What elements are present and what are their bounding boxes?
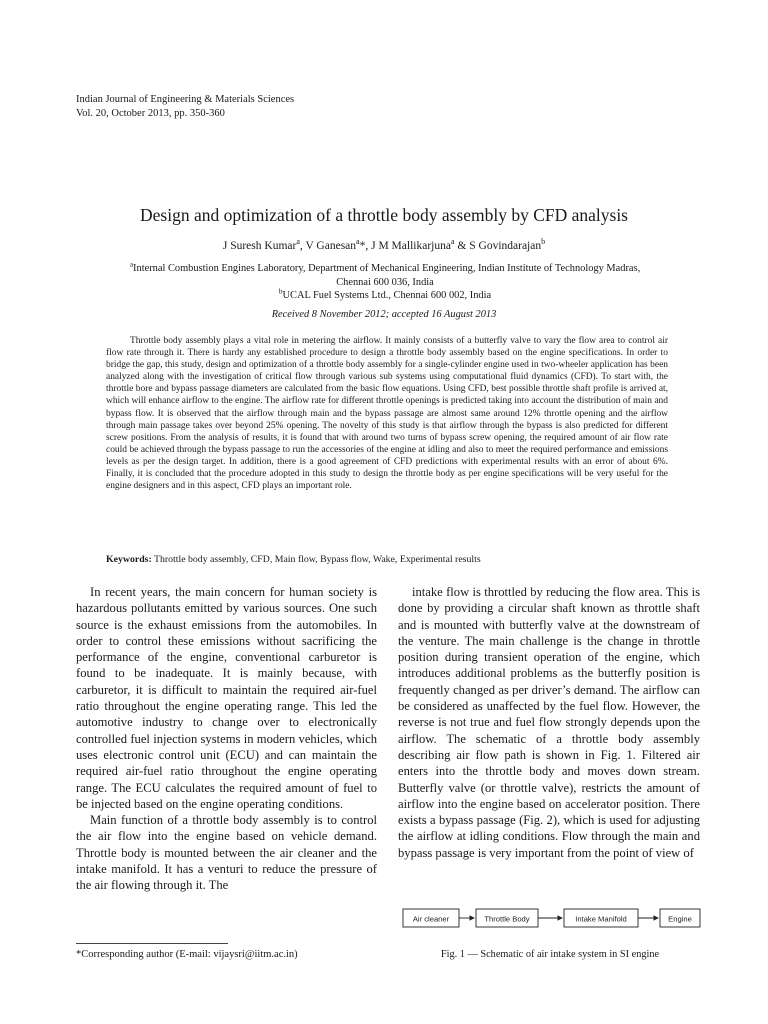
journal-name: Indian Journal of Engineering & Materials Sciences (76, 94, 295, 105)
author-list (0, 237, 768, 252)
affiliation-b (90, 289, 680, 303)
received-dates: Received 8 November 2012; accepted 16 August 2013 (271, 309, 497, 320)
affiliation-a-line1: Internal Combustion Engines Laboratory, Department of Mechanical Engineering, Indian Institute of Technology Madras, (133, 263, 641, 274)
body-column-right (398, 584, 700, 861)
footnote-divider (76, 943, 228, 944)
keywords (106, 554, 706, 565)
author-separator: , (299, 240, 306, 252)
journal-header (76, 93, 294, 121)
author-affil-mark: b (541, 237, 546, 247)
author-name: J Suresh Kumar (222, 240, 297, 252)
keywords-list: Throttle body assembly, CFD, Main flow, Bypass flow, Wake, Experimental results (154, 554, 481, 565)
keywords-label: Keywords: (106, 554, 152, 565)
author-affil-mark: a (296, 237, 300, 247)
author-affil-mark: a (450, 237, 455, 247)
affil-mark-a: a (129, 260, 134, 269)
affiliation-b-line: UCAL Fuel Systems Ltd., Chennai 600 002, India (282, 290, 492, 301)
body-paragraph: Main function of a throttle body assembly is to control the air flow into the engine based on vehicle demand. Throttle body is mounted between the air cleaner and the intake manifold. It has a venturi to reduce the pressure of the air flowing through it. The (76, 813, 377, 893)
schematic-box-throttle-body (476, 909, 538, 927)
author-affil-mark: a (356, 237, 360, 247)
volume-info: Vol. 20, October 2013, pp. 350-360 (76, 108, 225, 119)
author-separator: , (365, 240, 372, 252)
schematic-label: Intake Manifold (575, 914, 627, 924)
body-paragraph: In recent years, the main concern for human society is hazardous pollutants emitted by various sources. One such source is the exhaust emissions from the automobiles. In order to control these emissions without sacrificing the performance of the engine, conventional carburetor is found to be inadequate. It is mainly because, with carburetor, it is difficult to maintain the required air-fuel ratio throughout the engine operating range. This led the automotive industry to change over to electronically controlled fuel injection systems in modern vehicles, which uses electronic control unit (ECU) and can maintain the required air-fuel ratio throughout the engine operating range. The ECU calculates the required amount of fuel to be injected based on the engine operating conditions. (76, 585, 377, 811)
author-separator: & (454, 240, 470, 252)
affiliation-a (90, 262, 680, 276)
body-column-left (76, 584, 377, 894)
schematic-label: Throttle Body (484, 914, 530, 924)
paper-title: Design and optimization of a throttle body assembly by CFD analysis (140, 205, 628, 225)
abstract: Throttle body assembly plays a vital role in metering the airflow. It mainly consists of a butterfly valve to vary the flow area to control air flow rate through it. There is hardy any established procedure to design a throttle body assembly based on the engine specifications. In order to bridge the gap, this study, design and optimization of a throttle body assembly for a single-cylinder engine used in two-wheeler application has been analyzed along with the investigation of critical flow through various sub systems using computational fluid dynamics (CFD). To start with, the throttle bore and bypass passage diameters are calculated from the basic flow equations. Using CFD, best possible throttle shaft profile is arrived at, which will enhance airflow to the engine. The airflow rate for different throttle openings is predicted taking into account the distribution of main and bypass flow. It is observed that the airflow through main and the bypass passage are almost same around 12% throttle opening and the airflow through main passage takes over beyond 25% opening. The novelty of this study is that airflow through the bypass is also predicted for different screw positions. From the analysis of results, it is found that with around two turns of bypass screw opening, the required amount of air flow rate could be achieved through the bypass passage to run the accessories of the engine at idling and also to meet the required performance and emissions levels as per the design target. In addition, there is a good agreement of CFD predictions with experimental results with an error of about 6%. Finally, it is concluded that the procedure adopted in this study to design the throttle body as per engine specifications will be very useful for the engine designers and in this aspect, CFD plays an important role. (106, 336, 668, 492)
body-paragraph: intake flow is throttled by reducing the flow area. This is done by providing a circular shaft known as throttle shaft and is mounted with butterfly valve at the downstream of the venture. The main challenge is the change in throttle position during transient operation of the engine, which introduces additional problems as the butterfly position is frequently changed as per driver’s demand. The airflow can be considered as unaffected by the fuel flow. However, the reverse is not true and fuel flow strongly depends upon the airflow. The schematic of a throttle body assembly describing air flow path is shown in Fig. 1. Filtered air enters into the throttle body and moves down stream. Butterfly valve (or throttle valve), restricts the amount of airflow into the engine based on accelerator position. There exists a bypass passage (Fig. 2), which is used for adjusting the airflow at idling conditions. Flow through the main and bypass passage is very important from the point of view of (398, 585, 700, 860)
figure1-schematic (402, 905, 702, 931)
schematic-label: Air cleaner (412, 914, 450, 924)
figure1-caption: Fig. 1 — Schematic of air intake system in SI engine (440, 949, 660, 960)
affil-mark-b: b (278, 287, 283, 296)
corresponding-author-footnote: *Corresponding author (E-mail: vijaysri@iitm.ac.in) (76, 949, 298, 960)
schematic-label: Engine (668, 914, 692, 924)
author-name: V Ganesan (305, 240, 357, 252)
corresponding-star: * (359, 240, 366, 252)
author-name: J M Mallikarjuna (371, 240, 451, 252)
affiliations (90, 262, 680, 303)
schematic-box-engine (660, 909, 700, 927)
schematic-box-intake-manifold (564, 909, 638, 927)
affiliation-a-city: Chennai 600 036, India (336, 276, 434, 288)
author-name: S Govindarajan (469, 240, 542, 252)
schematic-box-air-cleaner (403, 909, 459, 927)
